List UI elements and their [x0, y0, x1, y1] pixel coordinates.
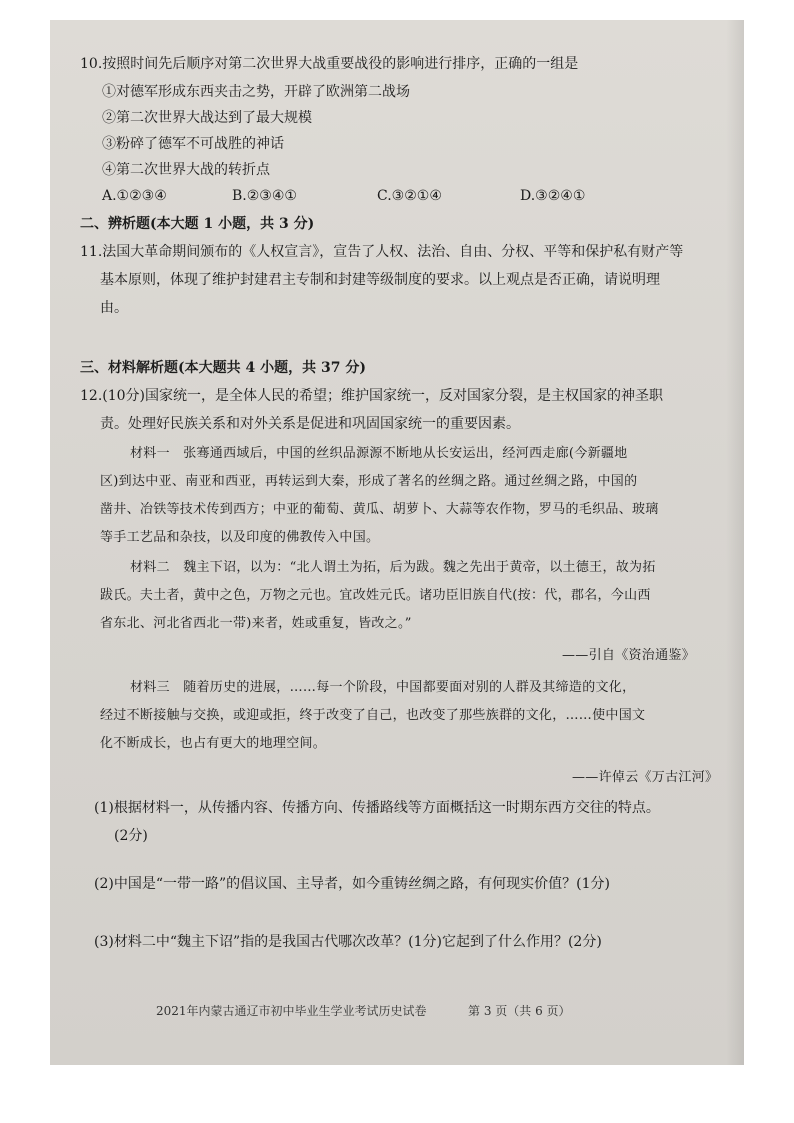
material3-line-1: 材料三 随着历史的进展，……每一个阶段，中国都要面对别的人群及其缔造的文化， [130, 680, 636, 695]
material1-line-1: 材料一 张骞通西域后，中国的丝织品源源不断地从长安运出，经河西走廊(今新疆地 [130, 446, 628, 461]
section2-heading: 二、辨析题(本大题 1 小题，共 3 分) [80, 216, 315, 232]
q10-item-1: ①对德军形成东西夹击之势，开辟了欧洲第二战场 [102, 84, 410, 100]
material3-line-2: 经过不断接触与交换，或迎或拒，终于改变了自己，也改变了那些族群的文化，……使中国文 [100, 708, 646, 723]
footer-exam-title: 2021年内蒙古通辽市初中毕业生学业考试历史试卷 [156, 1004, 427, 1018]
material1-line-2: 区)到达中亚、南亚和西亚，再转运到大秦，形成了著名的丝绸之路。通过丝绸之路，中国的 [100, 474, 638, 489]
footer-page-number: 第 3 页（共 6 页） [468, 1004, 571, 1018]
material2-line-2: 跋氏。夫土者，黄中之色，万物之元也。宜改姓元氏。诸功臣旧族自代(按：代，郡名，今山西 [100, 588, 651, 603]
q10-option-d: D.③②④① [520, 188, 586, 204]
material2-line-1: 材料二 魏主下诏，以为：“北人谓土为拓，后为跋。魏之先出于黄帝，以土德王，故为拓 [130, 560, 656, 575]
material3-source: ——许倬云《万古江河》 [572, 770, 719, 785]
material2-line-3: 省东北、河北省西北一带)来者，姓或重复，皆改之。” [100, 616, 412, 631]
q12-intro-line-1: 12.(10分)国家统一，是全体人民的希望；维护国家统一，反对国家分裂，是主权国家的神圣职 [80, 388, 664, 404]
exam-page [50, 20, 744, 1065]
section3-heading: 三、材料解析题(本大题共 4 小题，共 37 分) [80, 360, 366, 376]
sub-question-3: (3)材料二中“魏主下诏”指的是我国古代哪次改革？(1分)它起到了什么作用？(2分) [94, 934, 602, 950]
q10-stem: 10.按照时间先后顺序对第二次世界大战重要战役的影响进行排序，正确的一组是 [80, 56, 579, 72]
sub-question-2: (2)中国是“一带一路”的倡议国、主导者，如今重铸丝绸之路，有何现实价值？(1分) [94, 876, 610, 892]
material3-line-3: 化不断成长，也占有更大的地理空间。 [100, 736, 327, 751]
q10-option-b: B.②③④① [232, 188, 297, 204]
sub-question-1: (1)根据材料一，从传播内容、传播方向、传播路线等方面概括这一时期东西方交往的特点。 [94, 800, 660, 816]
q10-option-a: A.①②③④ [102, 188, 167, 204]
material1-line-3: 凿井、冶铁等技术传到西方；中亚的葡萄、黄瓜、胡萝卜、大蒜等农作物，罗马的毛织品、玻璃 [100, 502, 659, 517]
q10-option-c: C.③②①④ [377, 188, 442, 204]
sub-question-1-score: (2分) [114, 828, 148, 844]
material2-source: ——引自《资治通鉴》 [562, 648, 695, 663]
q10-item-3: ③粉碎了德军不可战胜的神话 [102, 136, 284, 152]
q12-intro-line-2: 责。处理好民族关系和对外关系是促进和巩固国家统一的重要因素。 [100, 416, 520, 432]
material1-line-4: 等手工艺品和杂技，以及印度的佛教传入中国。 [100, 530, 380, 545]
q11-line-1: 11.法国大革命期间颁布的《人权宣言》，宣告了人权、法治、自由、分权、平等和保护私有财产等 [80, 244, 684, 260]
page-edge-shadow [726, 20, 744, 1065]
q10-item-4: ④第二次世界大战的转折点 [102, 162, 270, 178]
q10-item-2: ②第二次世界大战达到了最大规模 [102, 110, 312, 126]
q11-line-3: 由。 [100, 300, 128, 316]
q11-line-2: 基本原则，体现了维护封建君主专制和封建等级制度的要求。以上观点是否正确，请说明理 [100, 272, 660, 288]
